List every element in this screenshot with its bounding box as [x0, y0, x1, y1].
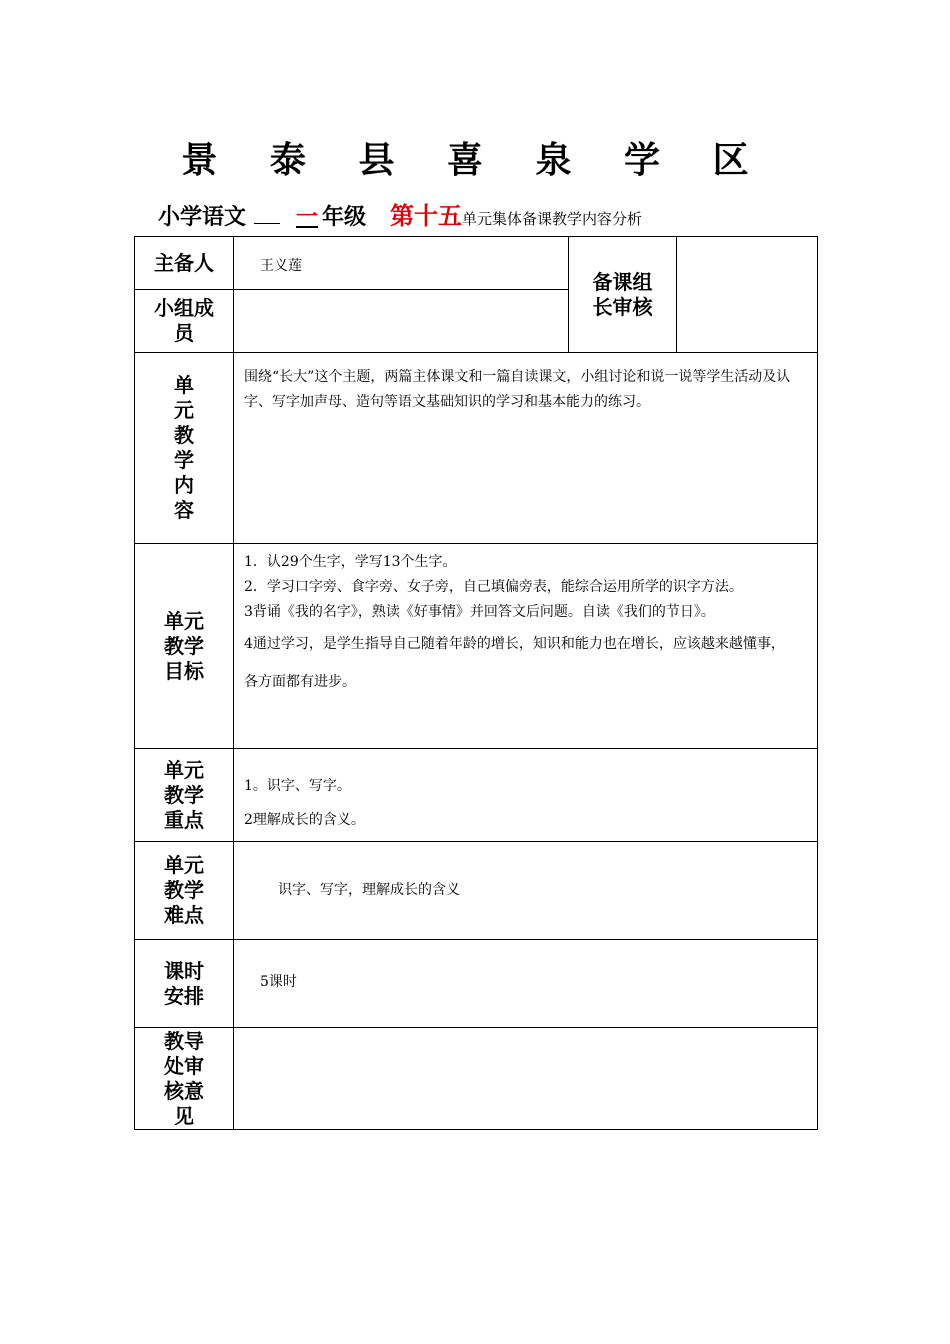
difficulty-text: 识字、写字，理解成长的含义	[234, 842, 818, 940]
goal-item: 4通过学习，是学生指导自己随着年龄的增长，知识和能力也在增长，应该越来越懂事，各方面都有进步。	[244, 636, 785, 690]
grade-value: 一	[296, 205, 319, 230]
schedule-label: 课时安排	[135, 940, 234, 1028]
office-label: 教导处审核意见	[135, 1028, 234, 1130]
members-value	[234, 290, 569, 353]
difficulty-label: 单元教学难点	[135, 842, 234, 940]
grade-word: 年级	[322, 205, 367, 230]
presenter-value: 王义莲	[234, 237, 569, 290]
focus-list	[234, 749, 818, 842]
presenter-label: 主备人	[135, 237, 234, 290]
focus-item: 1。识字、写字。	[244, 778, 351, 794]
review-label: 备课组长审核	[569, 237, 677, 353]
goal-item: 3背诵《我的名字》，熟读《好事情》并回答文后问题。自读《我们的节日》。	[244, 604, 715, 620]
goals-list	[234, 544, 818, 749]
unit-suffix: 单元集体备课教学内容分析	[462, 210, 643, 228]
unit-number: 第十五	[390, 201, 463, 230]
lesson-plan-table	[134, 236, 818, 1130]
office-text	[234, 1028, 818, 1130]
review-value-cell	[677, 237, 818, 353]
goal-item: 1．认29个生字，学写13个生字。	[244, 554, 457, 570]
focus-item: 2理解成长的含义。	[244, 812, 365, 828]
goal-item: 2．学习口字旁、食字旁、女子旁，自己填偏旁表，能综合运用所学的识字方法。	[244, 579, 743, 595]
focus-label: 单元教学重点	[135, 749, 234, 842]
blank-underline	[254, 203, 280, 224]
subject-label: 小学语文	[158, 205, 247, 230]
subtitle	[158, 196, 642, 230]
schedule-text: 5课时	[234, 940, 818, 1028]
goals-label: 单元教学目标	[135, 544, 234, 749]
content-label: 单元教学内容	[135, 353, 234, 544]
members-label: 小组成员	[135, 290, 234, 353]
page-title: 景 泰 县 喜 泉 学 区	[181, 139, 769, 181]
content-text: 围绕“长大”这个主题，两篇主体课文和一篇自读课文，小组讨论和说一说等学生活动及认字、写字加声母、造句等语文基础知识的学习和基本能力的练习。	[234, 353, 818, 544]
